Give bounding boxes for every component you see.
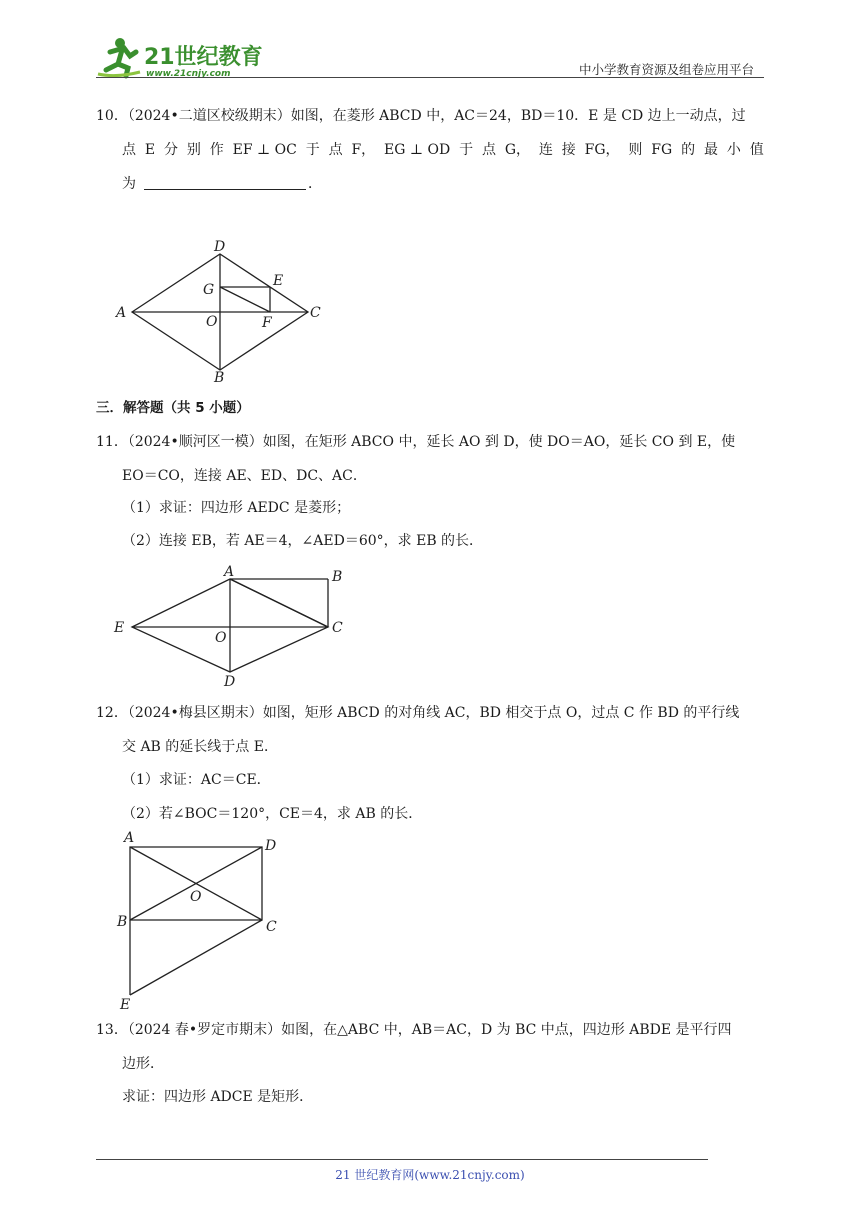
q10-line2-word: FG — [651, 142, 673, 158]
q11-part1: （1）求证：四边形 AEDC 是菱形； — [122, 500, 351, 516]
q13-line2: 边形． — [122, 1056, 164, 1072]
q10-line2-word: E — [144, 142, 156, 158]
section-title: 三．解答题（共 5 小题） — [96, 400, 250, 416]
q10-line2-word: 别 — [186, 142, 201, 158]
q11-label-o: O — [215, 630, 227, 646]
q11-label-c: C — [332, 620, 343, 636]
q10-line2-word: 于 — [305, 142, 320, 158]
q11-label-e: E — [114, 620, 125, 636]
q11-rhombus-figure — [112, 562, 352, 692]
q10-line2-word: EF ⊥ OC — [232, 142, 297, 158]
q10-label-f: F — [262, 315, 272, 331]
q10-line2-word: 小 — [726, 142, 741, 158]
q12-label-e: E — [120, 997, 131, 1013]
runner-logo-icon — [96, 34, 266, 80]
q12-label-c: C — [266, 919, 277, 935]
q11-line2: EO＝CO，连接 AE、ED、DC、AC． — [122, 468, 367, 484]
q11-part2: （2）连接 EB，若 AE＝4，∠AED＝60°，求 EB 的长． — [122, 533, 484, 549]
q12-rectangle-figure — [112, 828, 292, 1013]
footer-divider — [96, 1159, 708, 1160]
q13-line1: 13．（2024 春•罗定市期末）如图，在△ABC 中，AB＝AC，D 为 BC 中点，四边形 ABDE 是平行四 — [96, 1022, 732, 1038]
header-divider — [96, 77, 764, 78]
q12-label-o: O — [190, 889, 202, 905]
q10-label-e: E — [273, 273, 284, 289]
q10-line2-word: 值 — [749, 142, 764, 158]
q10-answer-suffix: ． — [308, 176, 322, 192]
q10-line2-word: 点 — [328, 142, 343, 158]
q10-line2-word: 分 — [163, 142, 178, 158]
q10-label-o: O — [206, 314, 218, 330]
q10-label-g: G — [203, 282, 215, 298]
q10-line2-word: 连 — [538, 142, 553, 158]
q10-line2-word: EG ⊥ OD — [384, 142, 451, 158]
q11-label-a: A — [224, 564, 235, 580]
q11-label-b: B — [332, 569, 343, 585]
q10-line2-word: 接 — [561, 142, 576, 158]
q12-line2: 交 AB 的延长线于点 E． — [122, 739, 278, 755]
svg-text:21世纪教育: 21世纪教育 — [144, 45, 263, 70]
q10-line1: 10．（2024•二道区校级期末）如图，在菱形 ABCD 中，AC＝24，BD＝10．E 是 CD 边上一动点，过 — [96, 108, 746, 124]
q10-label-c: C — [310, 305, 321, 321]
svg-text:www.21cnjy.com: www.21cnjy.com — [146, 69, 231, 79]
q12-part2: （2）若∠BOC＝120°，CE＝4，求 AB 的长． — [122, 806, 423, 822]
q10-line2-word: 点 — [122, 142, 136, 158]
q10-rhombus-figure — [110, 236, 330, 386]
q11-line1: 11．（2024•顺河区一模）如图，在矩形 ABCO 中，延长 AO 到 D，使 DO＝AO，延长 CO 到 E，使 — [96, 434, 736, 450]
q10-answer-blank[interactable] — [144, 176, 306, 190]
q10-line2-word: 则 — [628, 142, 643, 158]
q10-answer-prefix: 为 — [122, 176, 136, 192]
q10-label-d: D — [214, 239, 226, 255]
q10-label-b: B — [214, 370, 225, 386]
q10-line3 — [122, 174, 790, 194]
q13-line3: 求证：四边形 ADCE 是矩形． — [122, 1089, 314, 1105]
site-logo — [96, 34, 266, 80]
footer-text[interactable]: 21 世纪教育网(www.21cnjy.com) — [335, 1168, 525, 1182]
q10-line2-word: FG， — [584, 142, 620, 158]
q12-label-b: B — [117, 914, 128, 930]
q10-label-a: A — [116, 305, 127, 321]
q10-line2-word: 作 — [209, 142, 224, 158]
q12-line1: 12．（2024•梅县区期末）如图，矩形 ABCD 的对角线 AC，BD 相交于点 O，过点 C 作 BD 的平行线 — [96, 705, 740, 721]
q12-part1: （1）求证：AC＝CE． — [122, 772, 271, 788]
q10-line2-word: G， — [504, 142, 531, 158]
q10-line2-word: 的 — [681, 142, 696, 158]
q10-line2 — [122, 140, 764, 160]
q11-label-d: D — [224, 674, 236, 690]
q12-label-a: A — [124, 830, 135, 846]
q10-line2-word: 点 — [481, 142, 496, 158]
q10-line2-word: 于 — [459, 142, 474, 158]
q10-line2-word: 最 — [703, 142, 718, 158]
q10-line2-word: F， — [351, 142, 376, 158]
q12-label-d: D — [265, 838, 277, 854]
platform-title: 中小学教育资源及组卷应用平台 — [578, 62, 754, 77]
